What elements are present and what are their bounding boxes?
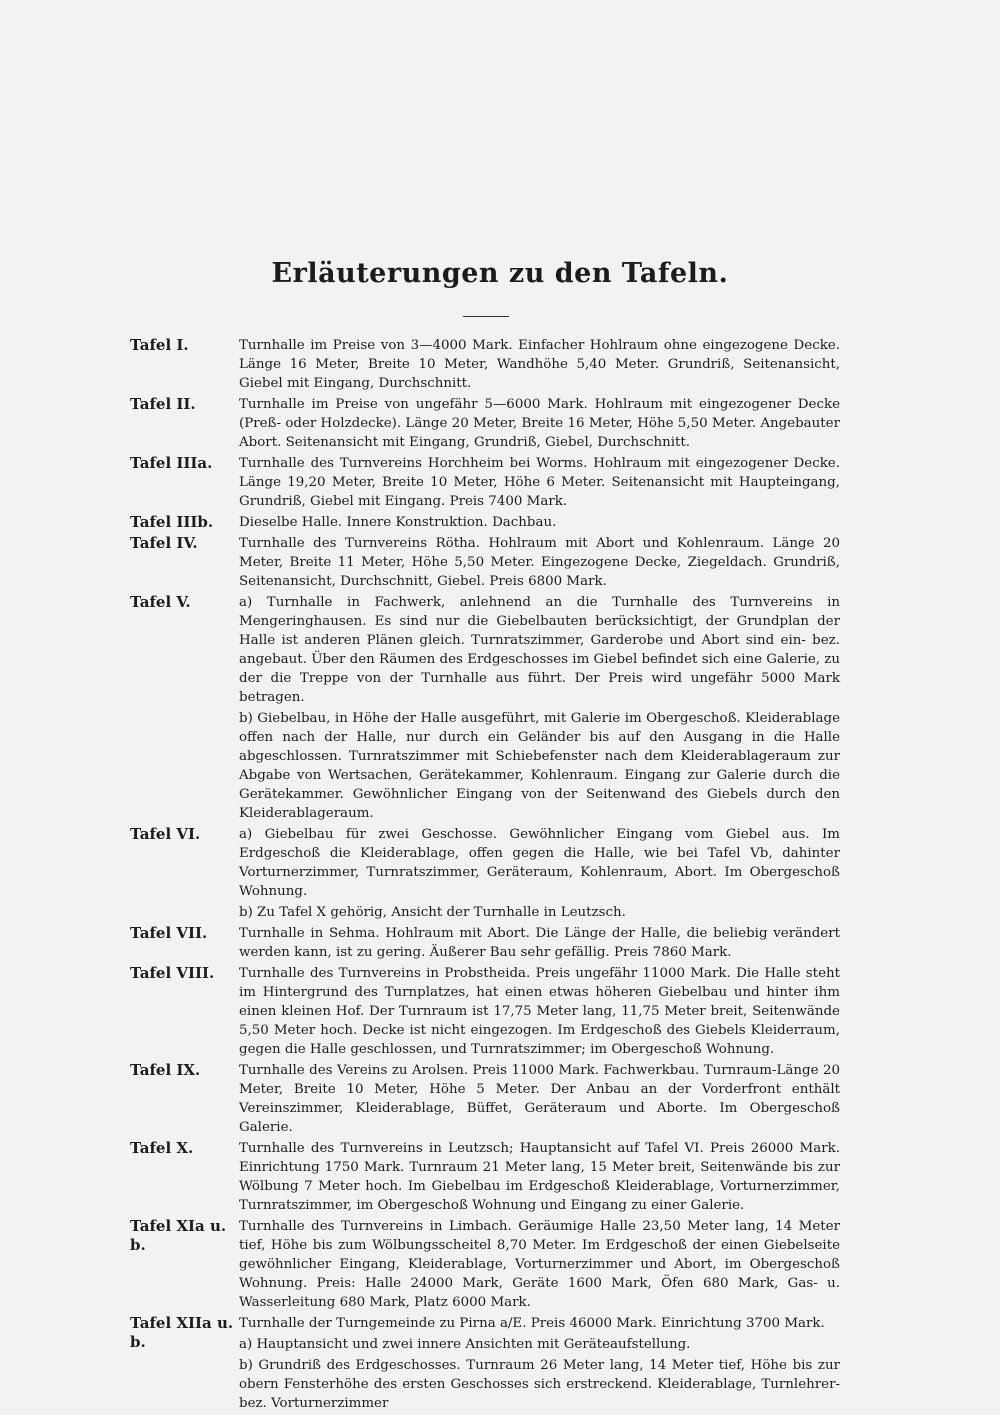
plate-label: Tafel VII. xyxy=(130,924,208,942)
plate-label: Tafel IV. xyxy=(130,534,198,552)
plate-description xyxy=(239,395,840,452)
plate-description xyxy=(239,825,840,922)
description-paragraph: Turnhalle im Preise von 3—4000 Mark. Einfacher Hohlraum ohne eingezogene Decke. Länge 16 Meter, Breite 10 Meter, Wandhöhe 5,40 Meter. Grundriß, Seitenansicht, Giebel mit Eingang, Durchschnitt. xyxy=(239,338,840,391)
plate-entry xyxy=(130,1061,840,1137)
description-paragraph: b) Zu Tafel X gehörig, Ansicht der Turnhalle in Leutzsch. xyxy=(239,905,626,920)
plate-label: Tafel VI. xyxy=(130,825,201,843)
description-paragraph: a) Hauptansicht und zwei innere Ansichten mit Geräteaufstellung. xyxy=(239,1337,691,1352)
plate-entry xyxy=(130,336,840,393)
plate-description xyxy=(239,534,840,591)
plate-entry xyxy=(130,395,840,452)
description-paragraph: a) Turnhalle in Fachwerk, anlehnend an die Turnhalle des Turnvereins in Mengeringhausen. Es sind nur die Giebelbauten berücksichtigt, der Grundplan der Halle ist anderen Plänen gleich. Turnratszimmer, Garderobe und Abort sind ein- bez. angebaut. Über den Räumen des Erdgeschosses im Giebel befindet sich eine Galerie, zu der die Treppe von der Turnhalle aus führt. Der Preis wird ungefähr 5000 Mark betragen. xyxy=(239,595,840,705)
plate-label: Tafel XIIa u. b. xyxy=(130,1314,234,1351)
plate-description xyxy=(239,513,840,532)
plate-description xyxy=(239,454,840,511)
plate-description xyxy=(239,593,840,823)
plate-label: Tafel V. xyxy=(130,593,191,611)
description-paragraph: Turnhalle des Turnvereins in Leutzsch; Hauptansicht auf Tafel VI. Preis 26000 Mark. Einrichtung 1750 Mark. Turnraum 21 Meter lang, 15 Meter breit, Seitenwände bis zur Wölbung 7 Meter hoch. Im Giebelbau im Erdgeschoß Kleiderablage, Vorturnerzimmer, Turnratszimmer, im Obergeschoß Wohnung und Eingang zu einer Galerie. xyxy=(239,1141,840,1213)
plate-description xyxy=(239,1139,840,1215)
plate-entry xyxy=(130,1314,840,1413)
plate-entry xyxy=(130,1139,840,1215)
plate-entry xyxy=(130,513,840,532)
description-paragraph: Turnhalle der Turngemeinde zu Pirna a/E. Preis 46000 Mark. Einrichtung 3700 Mark. xyxy=(239,1316,825,1331)
plate-description xyxy=(239,1217,840,1312)
plate-description xyxy=(239,336,840,393)
description-paragraph: Turnhalle des Turnvereins in Probstheida. Preis ungefähr 11000 Mark. Die Halle steht im Hintergrund des Turnplatzes, hat einen etwas höheren Giebelbau und hinter ihm einen kleinen Hof. Der Turnraum ist 17,75 Meter lang, 11,75 Meter breit, Seitenwände 5,50 Meter hoch. Decke ist nicht eingezogen. Im Erdgeschoß des Giebels Kleiderraum, gegen die Halle geschlossen, und Turnratszimmer; im Obergeschoß Wohnung. xyxy=(239,966,840,1057)
description-paragraph: Turnhalle des Turnvereins Rötha. Hohlraum mit Abort und Kohlenraum. Länge 20 Meter, Breite 11 Meter, Höhe 5,50 Meter. Eingezogene Decke, Ziegeldach. Grundriß, Seitenansicht, Durchschnitt, Giebel. Preis 6800 Mark. xyxy=(239,536,840,589)
plate-description xyxy=(239,924,840,962)
plate-label: Tafel IIIb. xyxy=(130,513,214,531)
plate-label: Tafel I. xyxy=(130,336,189,354)
description-paragraph: a) Giebelbau für zwei Geschosse. Gewöhnlicher Eingang vom Giebel aus. Im Erdgeschoß die Kleiderablage, offen gegen die Halle, wie bei Tafel Vb, dahinter Vorturnerzimmer, Turnratszimmer, Geräteraum, Kohlenraum, Abort. Im Obergeschoß Wohnung. xyxy=(239,827,840,899)
plate-description xyxy=(239,964,840,1059)
description-paragraph: Turnhalle in Sehma. Hohlraum mit Abort. Die Länge der Halle, die beliebig verändert werden kann, ist zu gering. Äußerer Bau sehr gefällig. Preis 7860 Mark. xyxy=(239,926,840,960)
plate-label: Tafel X. xyxy=(130,1139,194,1157)
plate-label: Tafel IIIa. xyxy=(130,454,213,472)
title-divider xyxy=(463,316,509,317)
plate-entries-list xyxy=(130,336,840,1415)
plate-entry xyxy=(130,1217,840,1312)
plate-label: Tafel IX. xyxy=(130,1061,201,1079)
plate-entry xyxy=(130,593,840,823)
description-paragraph: b) Giebelbau, in Höhe der Halle ausgeführt, mit Galerie im Obergeschoß. Kleiderablage offen nach der Halle, nur durch ein Geländer bis auf den Ausgang in die Halle abgeschlossen. Turnratszimmer mit Schiebefenster nach dem Kleiderablageraum zur Abgabe von Wertsachen, Gerätekammer, Kohlenraum. Eingang zur Galerie durch die Gerätekammer. Gewöhnlicher Eingang von der Seitenwand des Giebels durch den Kleiderablageraum. xyxy=(239,711,840,821)
plate-entry xyxy=(130,825,840,922)
page-title: Erläuterungen zu den Tafeln. xyxy=(271,258,729,289)
plate-entry xyxy=(130,964,840,1059)
description-paragraph: b) Grundriß des Erdgeschosses. Turnraum 26 Meter lang, 14 Meter tief, Höhe bis zur obern Fensterhöhe des ersten Geschosses sich erstreckend. Kleiderablage, Turnlehrer- bez. Vorturnerzimmer xyxy=(239,1358,840,1411)
plate-entry xyxy=(130,454,840,511)
plate-description xyxy=(239,1314,840,1413)
plate-label: Tafel VIII. xyxy=(130,964,215,982)
description-paragraph: Turnhalle im Preise von ungefähr 5—6000 Mark. Hohlraum mit eingezogener Decke (Preß- oder Holzdecke). Länge 20 Meter, Breite 16 Meter, Höhe 5,50 Meter. Angebauter Abort. Seitenansicht mit Eingang, Grundriß, Giebel, Durchschnitt. xyxy=(239,397,840,450)
plate-entry xyxy=(130,534,840,591)
plate-entry xyxy=(130,924,840,962)
plate-label: Tafel II. xyxy=(130,395,196,413)
plate-label: Tafel XIa u. b. xyxy=(130,1217,227,1254)
description-paragraph: Turnhalle des Turnvereins in Limbach. Geräumige Halle 23,50 Meter lang, 14 Meter tief, Höhe bis zum Wölbungsscheitel 8,70 Meter. Im Erdgeschoß der einen Giebelseite gewöhnlicher Eingang, Kleiderablage, Vorturnerzimmer und Abort, im Obergeschoß Wohnung. Preis: Halle 24000 Mark, Geräte 1600 Mark, Öfen 680 Mark, Gas- u. Wasserleitung 680 Mark, Platz 6000 Mark. xyxy=(239,1219,840,1310)
description-paragraph: Turnhalle des Turnvereins Horchheim bei Worms. Hohlraum mit eingezogener Decke. Länge 19,20 Meter, Breite 10 Meter, Höhe 6 Meter. Seitenansicht mit Haupteingang, Grundriß, Giebel mit Eingang. Preis 7400 Mark. xyxy=(239,456,840,509)
description-paragraph: Dieselbe Halle. Innere Konstruktion. Dachbau. xyxy=(239,515,557,530)
description-paragraph: Turnhalle des Vereins zu Arolsen. Preis 11000 Mark. Fachwerkbau. Turnraum-Länge 20 Meter, Breite 10 Meter, Höhe 5 Meter. Der Anbau an der Vorderfront enthält Vereinszimmer, Kleiderablage, Büffet, Geräteraum und Aborte. Im Obergeschoß Galerie. xyxy=(239,1063,840,1135)
plate-description xyxy=(239,1061,840,1137)
